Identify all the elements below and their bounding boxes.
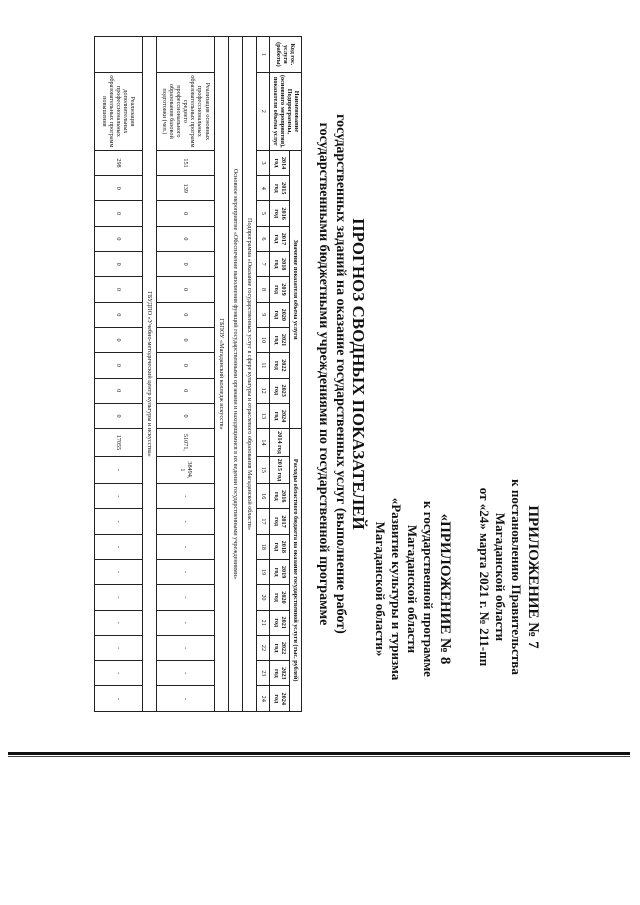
main-activity-row [229, 37, 243, 712]
expense-value: - [95, 484, 143, 509]
volume-value: 0 [95, 378, 143, 403]
year-header: 2020 год [270, 585, 290, 610]
table-row [95, 37, 143, 712]
column-number: 10 [257, 327, 270, 352]
expense-value: - [157, 635, 215, 660]
year-header: 2014 год [270, 150, 290, 175]
column-number: 19 [257, 559, 270, 584]
expense-value: - [157, 610, 215, 635]
year-header: 2016 год [270, 201, 290, 226]
year-header: 2021 год [270, 327, 290, 352]
institution-row [215, 37, 229, 712]
expense-value: - [95, 610, 143, 635]
appendix-8-title: «ПРИЛОЖЕНИЕ № 8 [437, 513, 453, 665]
expense-value: - [157, 585, 215, 610]
year-header: 2017 год [270, 509, 290, 534]
expense-value: - [157, 661, 215, 686]
volume-value: 139 [157, 176, 215, 201]
column-number: 11 [257, 353, 270, 378]
header-code: Код гос. услуги (работы) [270, 37, 302, 73]
volume-value: 0 [95, 176, 143, 201]
subprogram-row [243, 37, 257, 712]
year-header: 2016 год [270, 484, 290, 509]
main-activity-title: Основное мероприятие «Обеспечение выполнения функций государственными органами и находящимися в их ведении государственными учреждениями» [229, 37, 243, 712]
service-code [95, 37, 143, 73]
header-expense-group: Расходы областного бюджета на оказание государственной услуги (тыс. рублей) [290, 429, 302, 712]
expense-value: - [95, 534, 143, 559]
institution-title: ГБУДПО «Учебно-методический центр культуры и искусства» [143, 37, 157, 712]
service-name: Реализация основных профессиональных образовательных программ среднего профессионального образования базовой подготовки (чел.) [157, 72, 215, 150]
indicators-table-wrapper [94, 36, 302, 712]
service-name: Реализация дополнительных профессиональных образовательных программ повышения [95, 72, 143, 150]
appendix-8-header [372, 462, 454, 716]
column-number: 15 [257, 456, 270, 483]
expense-value: - [95, 585, 143, 610]
volume-value: 0 [157, 226, 215, 251]
year-header: 2017 год [270, 226, 290, 251]
column-number: 17 [257, 509, 270, 534]
column-number: 24 [257, 686, 270, 712]
expense-value: - [95, 661, 143, 686]
column-number: 13 [257, 403, 270, 428]
page-separator-line [8, 752, 630, 755]
volume-value: 0 [157, 201, 215, 226]
column-number: 14 [257, 429, 270, 456]
document-title [314, 32, 368, 716]
expense-value: - [95, 509, 143, 534]
year-header: 2023 год [270, 378, 290, 403]
volume-value: 0 [95, 353, 143, 378]
column-number: 4 [257, 176, 270, 201]
title-line-3: государственными бюджетными учреждениями по государственной программе [315, 122, 331, 626]
year-header: 2019 год [270, 559, 290, 584]
expense-value: - [157, 559, 215, 584]
year-header: 2015 год [270, 176, 290, 201]
volume-value: 298 [95, 150, 143, 175]
expense-value: - [95, 635, 143, 660]
column-number: 21 [257, 610, 270, 635]
year-header: 2022 год [270, 353, 290, 378]
column-number: 12 [257, 378, 270, 403]
volume-value: 0 [157, 327, 215, 352]
year-header: 2024 год [270, 403, 290, 428]
year-header: 2018 год [270, 534, 290, 559]
appendix-8-line: к государственной программе [420, 501, 436, 677]
column-number: 9 [257, 302, 270, 327]
title-line-2: государственных заданий на оказание государственных услуг (выполнение работ) [332, 114, 348, 634]
header-volume-group: Значение показателя объема услуги [290, 150, 302, 428]
table-row [157, 37, 215, 712]
rotated-document-sheet [94, 32, 546, 716]
column-number: 18 [257, 534, 270, 559]
column-number: 3 [257, 150, 270, 175]
appendix-8-line: «Развитие культуры и туризма [388, 497, 404, 681]
column-number: 8 [257, 277, 270, 302]
year-header: 2015 год [270, 456, 290, 483]
expense-value: - [157, 484, 215, 509]
subprogram-title: Подпрограмма «Оказание государственных услуг в сфере культуры и отраслевого образования Магаданской области» [243, 37, 257, 712]
expense-value: - [95, 456, 143, 483]
column-numbers-row [257, 37, 270, 712]
year-header: 2019 год [270, 277, 290, 302]
year-header: 2023 год [270, 661, 290, 686]
volume-value: 0 [95, 226, 143, 251]
column-number: 23 [257, 661, 270, 686]
column-number: 7 [257, 252, 270, 277]
appendix-7-header [476, 442, 542, 712]
expense-value: - [157, 509, 215, 534]
appendix-8-line: Магаданской области» [373, 521, 389, 657]
volume-value: 0 [157, 353, 215, 378]
volume-value: 0 [95, 302, 143, 327]
year-header: 2014 год [270, 429, 290, 456]
indicators-table [94, 36, 302, 712]
appendix-7-line: Магаданской области [492, 512, 508, 642]
title-line-1: ПРОГНОЗ СВОДНЫХ ПОКАЗАТЕЛЕЙ [349, 218, 368, 530]
volume-value: 0 [157, 277, 215, 302]
expense-value: - [157, 686, 215, 712]
year-header: 2021 год [270, 610, 290, 635]
year-header: 2022 год [270, 635, 290, 660]
volume-value: 0 [95, 201, 143, 226]
column-number: 2 [257, 72, 270, 150]
service-code [157, 37, 215, 73]
volume-value: 0 [95, 277, 143, 302]
year-header: 2018 год [270, 252, 290, 277]
appendix-8-line: Магаданской области [404, 524, 420, 654]
volume-value: 0 [157, 252, 215, 277]
column-number: 5 [257, 201, 270, 226]
expense-value: 51071, [157, 429, 215, 456]
expense-value: - [157, 534, 215, 559]
volume-value: 151 [157, 150, 215, 175]
volume-value: 0 [157, 403, 215, 428]
volume-value: 0 [95, 252, 143, 277]
year-header: 2024 год [270, 686, 290, 712]
appendix-7-title: ПРИЛОЖЕНИЕ № 7 [525, 505, 541, 649]
institution-row [143, 37, 157, 712]
appendix-7-line: к постановлению Правительства [508, 479, 524, 675]
volume-value: 0 [95, 327, 143, 352]
column-number: 22 [257, 635, 270, 660]
year-header: 2020 год [270, 302, 290, 327]
column-number: 1 [257, 37, 270, 73]
page-separator-shadow [8, 756, 630, 757]
header-name: Наименование Подпрограммы, (основного мероприятия), показателя объема услуг [270, 72, 302, 150]
column-number: 16 [257, 484, 270, 509]
expense-value: 38494, 1 [157, 456, 215, 483]
appendix-7-line: от «24» марта 2021 г. № 211-пп [476, 487, 492, 667]
column-number: 6 [257, 226, 270, 251]
volume-value: 0 [157, 302, 215, 327]
expense-value: 17055 [95, 429, 143, 456]
volume-value: 0 [95, 403, 143, 428]
volume-value: 0 [157, 378, 215, 403]
expense-value: - [95, 559, 143, 584]
institution-title: ГБПОУ «Магаданский колледж искусств» [215, 37, 229, 712]
column-number: 20 [257, 585, 270, 610]
expense-value: - [95, 686, 143, 712]
